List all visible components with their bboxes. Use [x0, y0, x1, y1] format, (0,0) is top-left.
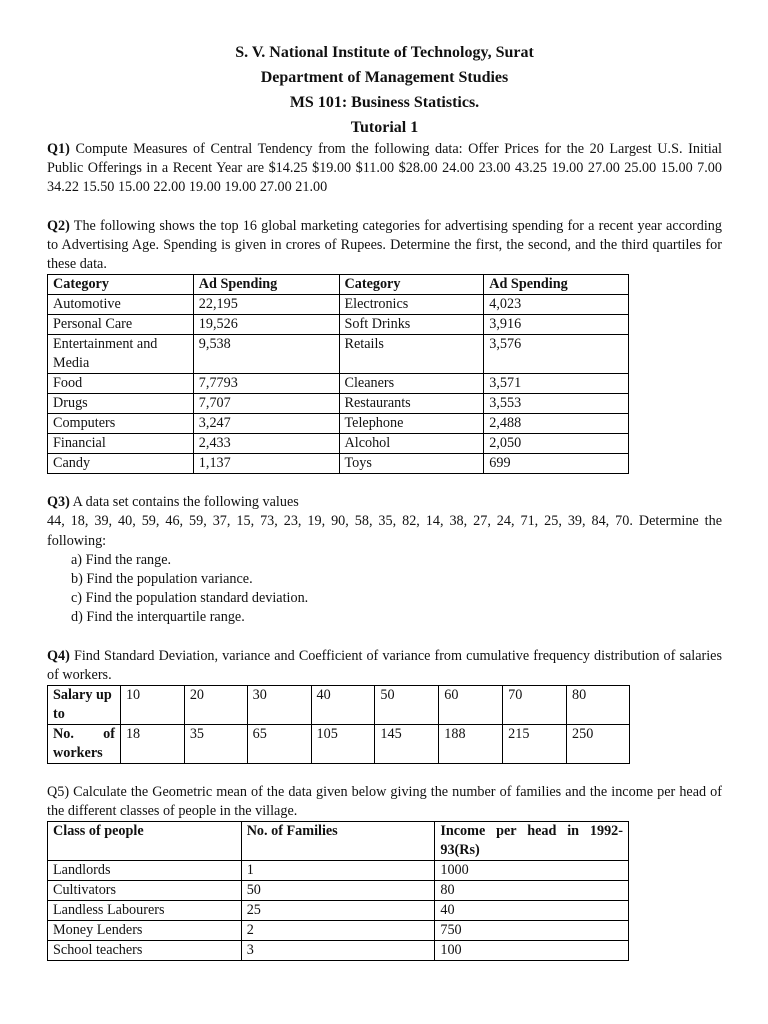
- table-cell: 25: [241, 901, 435, 921]
- table-header-cell: Class of people: [48, 822, 242, 861]
- table-cell: Automotive: [48, 295, 194, 315]
- table-row: [48, 374, 629, 394]
- question-1: [47, 140, 722, 198]
- table-cell: Cultivators: [48, 881, 242, 901]
- table-cell: 2,433: [193, 434, 339, 454]
- question-2-label: Q2): [47, 217, 70, 234]
- table-row-label: Salary up to: [48, 686, 121, 725]
- table-cell: 1: [241, 861, 435, 881]
- table-cell: Electronics: [339, 295, 484, 315]
- table-cell: Computers: [48, 414, 194, 434]
- table-cell: 3,916: [484, 315, 629, 335]
- tutorial-title: Tutorial 1: [350, 119, 419, 136]
- table-row: [48, 414, 629, 434]
- table-cell: 3: [241, 941, 435, 961]
- table-cell: 50: [375, 686, 439, 725]
- table-cell: 1,137: [193, 454, 339, 474]
- table-cell: Toys: [339, 454, 484, 474]
- table-cell: Personal Care: [48, 315, 194, 335]
- table-header-cell: No. of Families: [241, 822, 435, 861]
- question-3-items: [47, 551, 722, 628]
- department-title: Department of Management Studies: [260, 69, 509, 86]
- table-header-cell: Ad Spending: [484, 275, 629, 295]
- table-header-cell: Income per head in 1992-93(Rs): [435, 822, 629, 861]
- table-cell: 100: [435, 941, 629, 961]
- question-2: [47, 217, 722, 275]
- table-row: [48, 861, 629, 881]
- table-cell: 3,247: [193, 414, 339, 434]
- table-cell: 188: [439, 725, 503, 764]
- question-1-label: Q1): [47, 141, 70, 157]
- list-item-text: Find the population variance.: [86, 571, 253, 588]
- table-cell: Restaurants: [339, 394, 484, 414]
- table-cell: 4,023: [484, 295, 629, 315]
- list-item-marker: c): [71, 590, 83, 607]
- list-item: [71, 570, 722, 589]
- list-item-marker: b): [71, 571, 83, 588]
- table-row-label: [48, 725, 121, 764]
- table-row: [48, 901, 629, 921]
- table-row: [48, 335, 629, 374]
- list-item: [71, 589, 722, 608]
- table-cell: 10: [120, 686, 184, 725]
- table-row: [48, 295, 629, 315]
- table-cell: Entertainment and Media: [48, 335, 194, 374]
- list-item-text: Find the range.: [85, 551, 172, 568]
- table-cell: 145: [375, 725, 439, 764]
- table-cell: 20: [184, 686, 247, 725]
- table-cell: 2: [241, 921, 435, 941]
- table-cell: Financial: [48, 434, 194, 454]
- table-row-label-part: No.: [53, 726, 74, 743]
- table-row: [48, 434, 629, 454]
- families-income-table: [47, 821, 629, 961]
- institute-title: S. V. National Institute of Technology, Surat: [235, 44, 534, 61]
- list-item-marker: d): [71, 609, 83, 626]
- table-cell: 750: [435, 921, 629, 941]
- table-row-label-part: workers: [53, 745, 103, 762]
- table-row: [48, 315, 629, 335]
- question-5: [47, 783, 722, 821]
- table-row: [48, 686, 630, 725]
- table-cell: School teachers: [48, 941, 242, 961]
- table-cell: 60: [439, 686, 503, 725]
- table-row: [48, 725, 630, 764]
- table-cell: 3,576: [484, 335, 629, 374]
- table-cell: 19,526: [193, 315, 339, 335]
- question-1-text: Compute Measures of Central Tendency from the following data: Offer Prices for the 20 Largest U.S. Initial Public Offerings in a Recent Year are $14.25 $19.00 $11.00 $28.00 24.00 23.00 43.25 19.00 27.00 25.00 15.00 7.00 34.22 15.50 15.00 22.00 19.00 19.00 27.00 21.00: [47, 141, 722, 196]
- table-cell: 80: [435, 881, 629, 901]
- table-cell: 70: [503, 686, 567, 725]
- table-row: [48, 921, 629, 941]
- table-cell: 2,050: [484, 434, 629, 454]
- question-5-label: Q5): [47, 784, 70, 801]
- question-2-text: The following shows the top 16 global marketing categories for advertising spending for a recent year according to Advertising Age. Spending is given in crores of Rupees. Determine the first, the second, and the third quartiles for these data.: [47, 217, 722, 273]
- table-cell: Food: [48, 374, 194, 394]
- table-cell: Drugs: [48, 394, 194, 414]
- question-3-values: 44, 18, 39, 40, 59, 46, 59, 37, 15, 73, 23, 19, 90, 58, 35, 82, 14, 38, 27, 24, 71, 25, 39, 84, 70. Determine the following:: [47, 513, 722, 549]
- table-cell: 18: [120, 725, 184, 764]
- table-cell: 699: [484, 454, 629, 474]
- table-header-cell: Category: [339, 275, 484, 295]
- table-cell: Telephone: [339, 414, 484, 434]
- table-header-row: [48, 822, 629, 861]
- salary-distribution-table: [47, 685, 630, 764]
- question-3-label: Q3): [47, 494, 70, 511]
- question-3: [47, 493, 722, 512]
- table-cell: Cleaners: [339, 374, 484, 394]
- table-cell: 105: [311, 725, 375, 764]
- table-cell: Landless Labourers: [48, 901, 242, 921]
- table-cell: Retails: [339, 335, 484, 374]
- table-cell: Alcohol: [339, 434, 484, 454]
- table-cell: Soft Drinks: [339, 315, 484, 335]
- list-item: [71, 608, 722, 627]
- question-3-intro: A data set contains the following values: [72, 494, 299, 511]
- table-cell: 9,538: [193, 335, 339, 374]
- table-cell: 1000: [435, 861, 629, 881]
- question-4: [47, 647, 722, 685]
- table-cell: 30: [247, 686, 311, 725]
- question-5-text: Calculate the Geometric mean of the data given below giving the number of families and the income per head of the different classes of people in the village.: [47, 784, 723, 820]
- question-4-label: Q4): [47, 647, 70, 664]
- table-cell: 7,7793: [193, 374, 339, 394]
- table-row: [48, 454, 629, 474]
- table-header-row: [48, 275, 629, 295]
- table-cell: 215: [503, 725, 567, 764]
- table-row-label-part: of: [103, 726, 115, 743]
- table-cell: 65: [247, 725, 311, 764]
- table-cell: 40: [311, 686, 375, 725]
- list-item-marker: a): [71, 551, 83, 568]
- table-cell: 35: [184, 725, 247, 764]
- table-cell: 3,553: [484, 394, 629, 414]
- table-cell: 40: [435, 901, 629, 921]
- table-cell: Landlords: [48, 861, 242, 881]
- tutorial-page: [47, 40, 722, 961]
- table-header-cell: Ad Spending: [193, 275, 339, 295]
- table-cell: Candy: [48, 454, 194, 474]
- table-row: [48, 881, 629, 901]
- list-item: [71, 551, 722, 570]
- table-cell: 2,488: [484, 414, 629, 434]
- document-header: [47, 40, 722, 140]
- table-row: [48, 394, 629, 414]
- table-header-cell: Category: [48, 275, 194, 295]
- list-item-text: Find the interquartile range.: [86, 609, 245, 626]
- table-cell: 80: [567, 686, 630, 725]
- list-item-text: Find the population standard deviation.: [85, 590, 309, 607]
- table-cell: 3,571: [484, 374, 629, 394]
- course-title: MS 101: Business Statistics.: [289, 94, 480, 111]
- table-cell: 50: [241, 881, 435, 901]
- table-cell: 250: [567, 725, 630, 764]
- question-4-text: Find Standard Deviation, variance and Coefficient of variance from cumulative frequency distribution of salaries of workers.: [47, 647, 722, 683]
- table-cell: 22,195: [193, 295, 339, 315]
- ad-spending-table: [47, 274, 629, 474]
- table-cell: Money Lenders: [48, 921, 242, 941]
- table-cell: 7,707: [193, 394, 339, 414]
- table-row: [48, 941, 629, 961]
